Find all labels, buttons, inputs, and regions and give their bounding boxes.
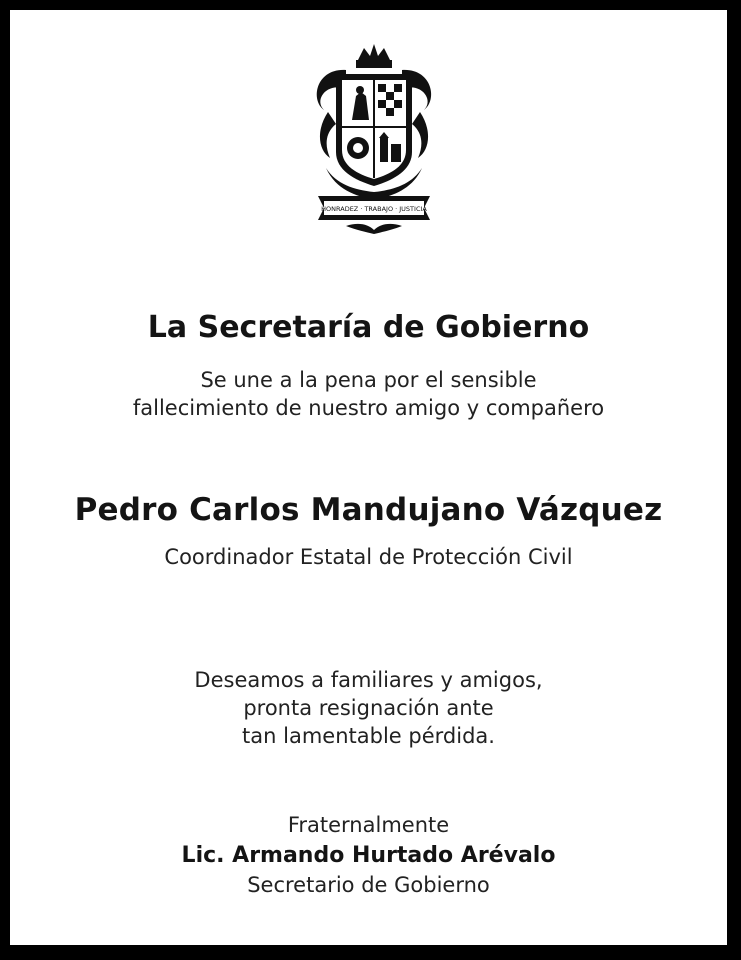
signer-name: Lic. Armando Hurtado Arévalo (181, 843, 556, 868)
condolence-card (10, 10, 727, 945)
intro-text (10, 366, 727, 422)
organization-heading: La Secretaría de Gobierno (147, 310, 590, 345)
intro-line: Se une a la pena por el sensible (200, 368, 537, 392)
condolence-line: Deseamos a familiares y amigos, (194, 668, 543, 692)
intro-line: fallecimiento de nuestro amigo y compañero (132, 396, 605, 420)
signer-title: Secretario de Gobierno (247, 873, 490, 897)
condolence-text (10, 666, 727, 750)
deceased-name: Pedro Carlos Mandujano Vázquez (74, 492, 663, 528)
coat-of-arms-icon (306, 40, 442, 236)
motto-text: HONRADEZ · TRABAJO · JUSTICIA (321, 205, 427, 213)
condolence-line: tan lamentable pérdida. (242, 724, 495, 748)
closing-text: Fraternalmente (287, 813, 450, 837)
condolence-line: pronta resignación ante (243, 696, 494, 720)
deceased-role: Coordinador Estatal de Protección Civil (164, 545, 573, 569)
